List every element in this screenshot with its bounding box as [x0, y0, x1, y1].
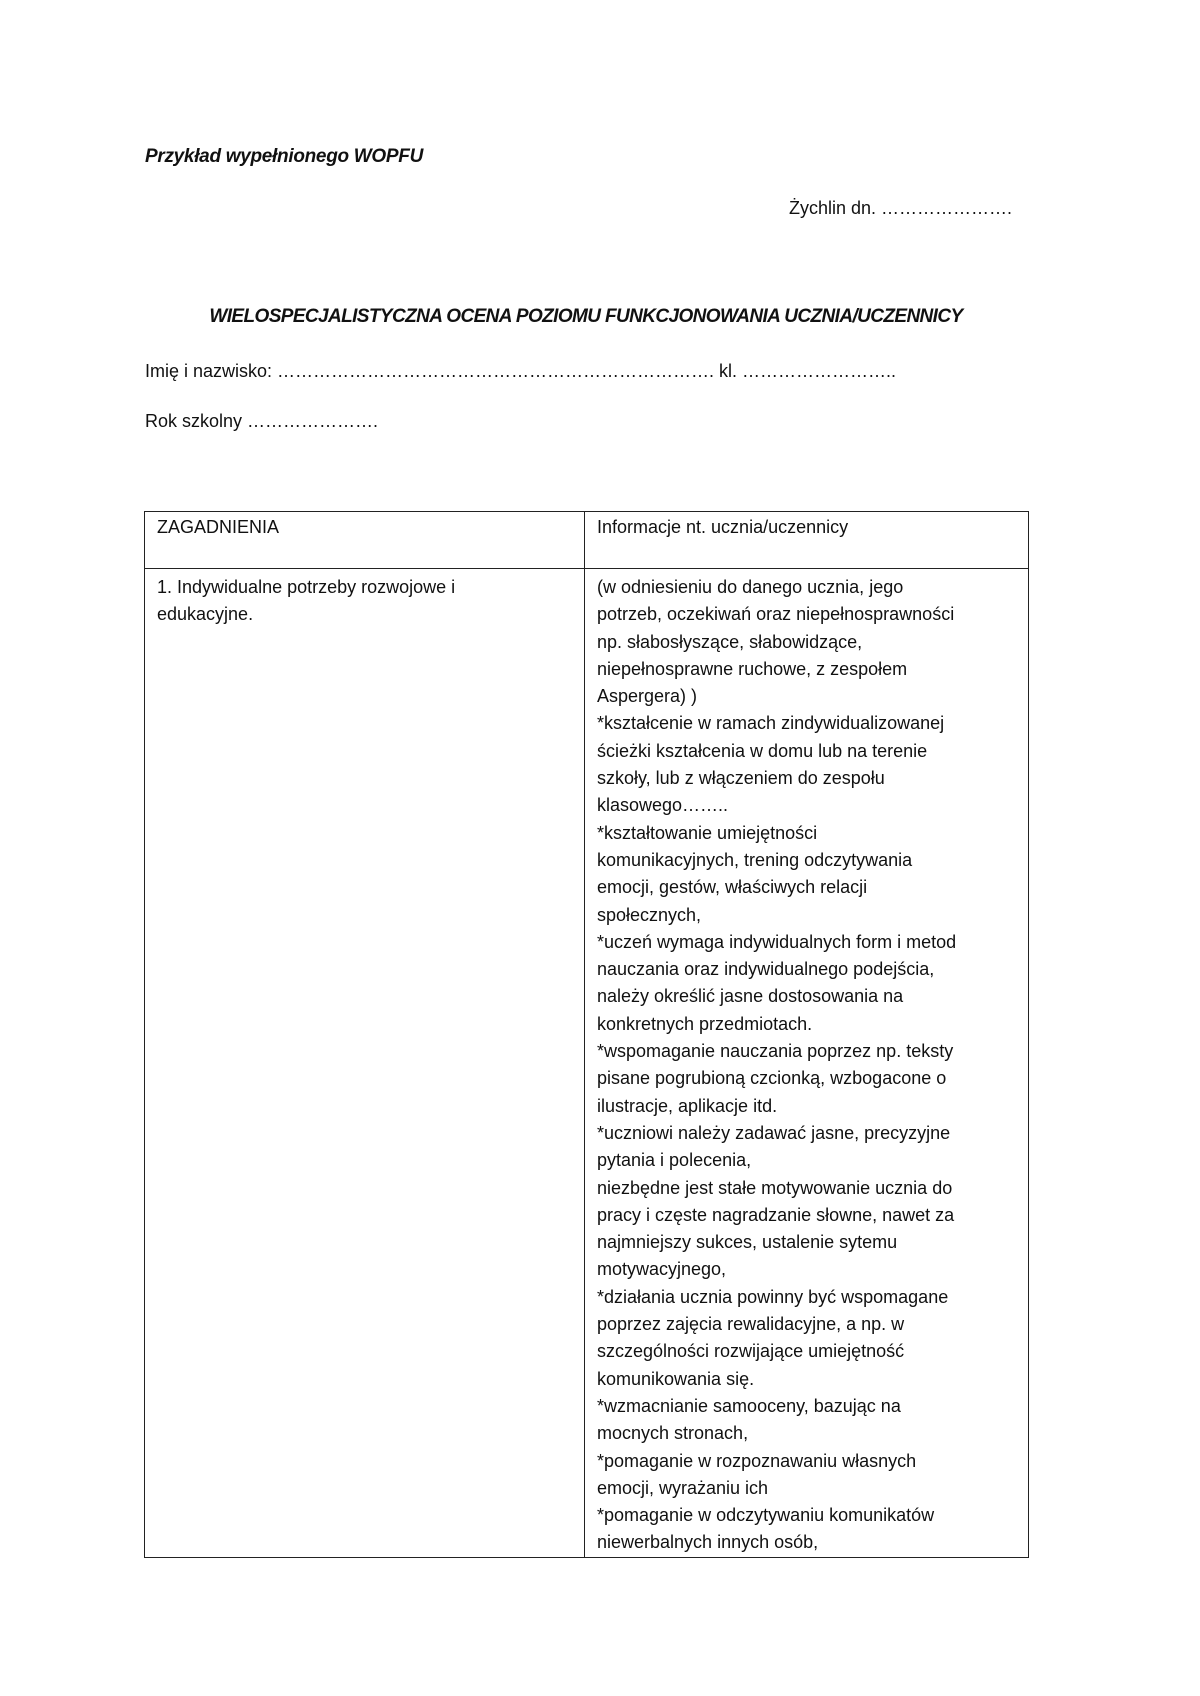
info-line: *uczeń wymaga indywidualnych form i metod — [597, 931, 957, 952]
info-line: poprzez zajęcia rewalidacyjne, a np. w — [597, 1314, 905, 1335]
info-line: Aspergera) ) — [597, 686, 698, 707]
info-line: pisane pogrubioną czcionką, wzbogacone o — [597, 1068, 947, 1089]
document-label: Przykład wypełnionego WOPFU — [145, 146, 423, 167]
info-line: niepełnosprawne ruchowe, z zespołem — [597, 658, 908, 679]
info-line: *kształtowanie umiejętności — [597, 822, 818, 843]
topic-line: edukacyjne. — [157, 604, 254, 625]
info-line: ilustracje, aplikacje itd. — [597, 1095, 778, 1116]
header-student-info: Informacje nt. ucznia/uczennicy — [585, 512, 1029, 569]
info-cell — [585, 569, 1029, 1558]
student-name-class-field: Imię i nazwisko: ………………………………………………………………. kl. …………………….. — [145, 361, 897, 381]
info-line: *wspomaganie nauczania poprzez np. teksty — [597, 1041, 954, 1062]
info-line: nauczania oraz indywidualnego podejścia, — [597, 959, 935, 980]
info-line: konkretnych przedmiotach. — [597, 1013, 813, 1034]
info-line: pytania i polecenia, — [597, 1150, 752, 1171]
info-line: emocji, gestów, właściwych relacji — [597, 877, 868, 898]
info-line: najmniejszy sukces, ustalenie sytemu — [597, 1232, 898, 1253]
info-line: *wzmacnianie samooceny, bazując na — [597, 1395, 901, 1416]
info-line: *pomaganie w rozpoznawaniu własnych — [597, 1450, 917, 1471]
info-line: pracy i częste nagradzanie słowne, nawet za — [597, 1204, 955, 1225]
info-line: (w odniesieniu do danego ucznia, jego — [597, 577, 904, 597]
info-line: społecznych, — [597, 904, 702, 925]
info-line: np. słabosłyszące, słabowidzące, — [597, 631, 863, 652]
table-row — [145, 569, 1029, 1558]
school-year-field: Rok szkolny …………………. — [145, 411, 379, 431]
assessment-table — [144, 511, 1029, 1558]
form-title: WIELOSPECJALISTYCZNA OCENA POZIOMU FUNKCJONOWANIA UCZNIA/UCZENNICY — [209, 306, 963, 327]
info-line: klasowego…….. — [597, 795, 729, 816]
info-line: *działania ucznia powinny być wspomagane — [597, 1286, 949, 1307]
info-line: potrzeb, oczekiwań oraz niepełnosprawności — [597, 604, 955, 625]
topic-cell — [145, 569, 585, 1558]
info-line: *kształcenie w ramach zindywidualizowanej — [597, 713, 945, 734]
info-line: należy określić jasne dostosowania na — [597, 986, 904, 1007]
info-line: komunikowania się. — [597, 1368, 755, 1389]
info-line: *pomaganie w odczytywaniu komunikatów — [597, 1505, 935, 1526]
topic-line: 1. Indywidualne potrzeby rozwojowe i — [157, 577, 456, 597]
header-topics: ZAGADNIENIA — [145, 512, 585, 569]
info-line: ścieżki kształcenia w domu lub na terenie — [597, 740, 928, 761]
place-date-field: Żychlin dn. …………………. — [789, 198, 1013, 218]
info-line: niezbędne jest stałe motywowanie ucznia do — [597, 1177, 953, 1198]
table-header-row — [145, 512, 1029, 569]
info-line: mocnych stronach, — [597, 1423, 749, 1444]
info-line: niewerbalnych innych osób, — [597, 1532, 819, 1553]
info-line: szkoły, lub z włączeniem do zespołu — [597, 768, 885, 789]
info-line: motywacyjnego, — [597, 1259, 727, 1280]
info-line: *uczniowi należy zadawać jasne, precyzyjne — [597, 1122, 951, 1143]
info-line: szczególności rozwijające umiejętność — [597, 1341, 905, 1362]
info-line: komunikacyjnych, trening odczytywania — [597, 849, 913, 870]
info-line: emocji, wyrażaniu ich — [597, 1477, 769, 1498]
